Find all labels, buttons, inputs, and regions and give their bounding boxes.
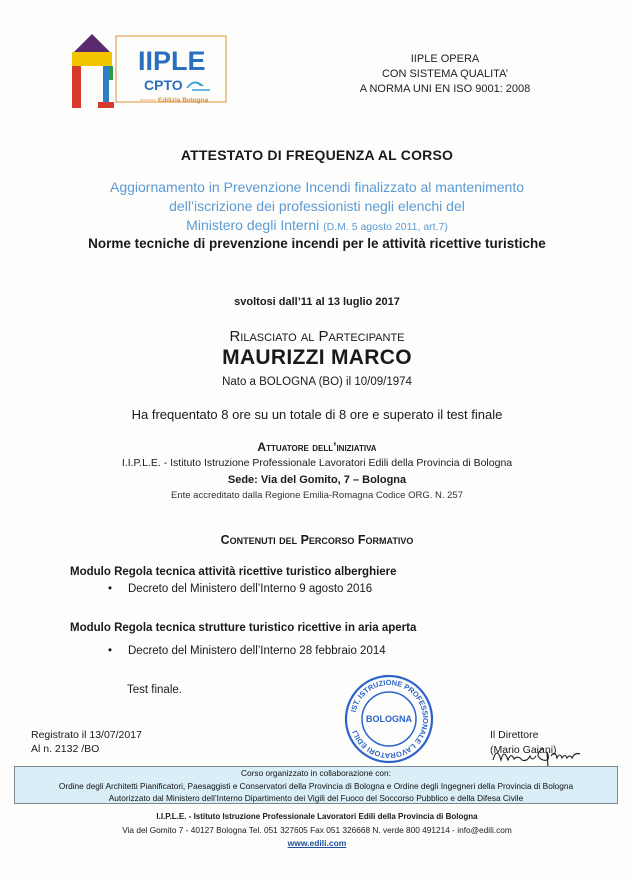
logo-right-pillar xyxy=(103,66,109,108)
module-item xyxy=(108,645,386,657)
logo-sub: CPTO xyxy=(144,77,183,93)
iiple-logo xyxy=(70,30,230,112)
registration-info xyxy=(31,728,142,756)
collaboration-line-1: Corso organizzato in collaborazione con: xyxy=(241,768,391,778)
logo-brand: IIPLE xyxy=(138,46,206,76)
registration-date: Registrato il 13/07/2017 xyxy=(31,729,142,741)
registration-number: Al n. 2132 /BO xyxy=(31,743,100,755)
collaboration-box xyxy=(14,766,618,804)
contents-heading: Contenuti del Percorso Formativo xyxy=(220,533,414,547)
module-title: Modulo Regola tecnica strutture turistico ricettive in aria aperta xyxy=(70,622,417,634)
course-dates: svoltosi dall’11 al 13 luglio 2017 xyxy=(234,296,400,308)
course-subtitle: Norme tecniche di prevenzione incendi per le attività ricettive turistiche xyxy=(88,236,546,251)
attendance-statement: Ha frequentato 8 ore su un totale di 8 ore e superato il test finale xyxy=(131,407,503,422)
final-test: Test finale. xyxy=(127,684,182,696)
quality-notice xyxy=(330,52,560,97)
module-item-text: Decreto del Ministero dell’Interno 28 febbraio 2014 xyxy=(128,645,386,657)
stamp-center-text: BOLOGNA xyxy=(366,714,412,724)
website-link[interactable]: www.edili.com xyxy=(287,838,347,848)
collaboration-line-2: Ordine degli Architetti Pianificatori, Paesaggisti e Conservatori della Provincia di Bologna e Ordine degli Ingegneri della Provincia di Bologna xyxy=(58,780,574,791)
quality-line-2: CON SISTEMA QUALITA’ xyxy=(381,68,509,80)
module-item xyxy=(108,583,372,595)
course-reference: (D.M. 5 agosto 2011, art.7) xyxy=(323,221,448,233)
quality-line-1: IIPLE OPERA xyxy=(410,53,480,65)
course-line-1: Aggiornamento in Prevenzione Incendi finalizzato al mantenimento xyxy=(109,179,525,195)
logo-green-block xyxy=(109,66,113,80)
logo-tagline: Edilizia Bologna xyxy=(158,97,209,104)
official-stamp xyxy=(343,673,435,765)
stamp-ring-text: IST. ISTRUZIONE PROFESSIONALE LAVORATORI EDILI xyxy=(348,677,431,761)
bullet-icon: • xyxy=(108,645,113,657)
director-title: Il Direttore xyxy=(490,729,539,741)
logo-lintel xyxy=(72,52,112,66)
logo-left-pillar xyxy=(72,66,81,108)
participant-name: MAURIZZI MARCO xyxy=(222,346,412,369)
course-line-3: Ministero degli Interni xyxy=(186,217,320,233)
course-line-2: dell’iscrizione dei professionisti negli elenchi del xyxy=(169,198,465,214)
footer-website xyxy=(0,838,634,848)
module-title: Modulo Regola tecnica attività ricettive turistico alberghiere xyxy=(70,566,397,578)
logo-base xyxy=(98,102,114,108)
quality-line-3: A NORMA UNI EN ISO 9001: 2008 xyxy=(359,83,531,95)
bullet-icon: • xyxy=(108,583,113,595)
director-name: (Mario Gaiani) xyxy=(490,744,557,756)
course-title xyxy=(0,178,634,237)
logo-wave-icon xyxy=(186,81,204,88)
module-item-text: Decreto del Ministero dell’Interno 9 agosto 2016 xyxy=(128,583,373,595)
certificate-title: ATTESTATO DI FREQUENZA AL CORSO xyxy=(180,147,454,163)
organizer-accreditation: Ente accreditato dalla Regione Emilia-Romagna Codice ORG. N. 257 xyxy=(170,490,463,501)
participant-birth: Nato a BOLOGNA (BO) il 10/09/1974 xyxy=(222,376,412,388)
footer-institute: I.I.P.L.E. - Istituto Istruzione Professionale Lavoratori Edili della Provincia di Bologna xyxy=(156,812,478,821)
organizer-heading: Attuatore dell’iniziativa xyxy=(257,440,377,454)
collaboration-line-3: Autorizzato dal Ministero dell’Interno Dipartimento dei Vigili del Fuoco del Soccorso Pubblico e della Difesa Civile xyxy=(108,793,524,803)
logo-roof xyxy=(74,34,110,52)
footer-contacts: Via del Gomito 7 - 40127 Bologna Tel. 051 327605 Fax 051 326668 N. verde 800 491214 - info@edili.com xyxy=(122,825,512,835)
issued-label: Rilasciato al Partecipante xyxy=(229,328,405,345)
organizer-institute: I.I.P.L.E. - Istituto Istruzione Professionale Lavoratori Edili della Provincia di Bologna xyxy=(121,457,513,469)
organizer-seat: Sede: Via del Gomito, 7 – Bologna xyxy=(227,474,407,486)
